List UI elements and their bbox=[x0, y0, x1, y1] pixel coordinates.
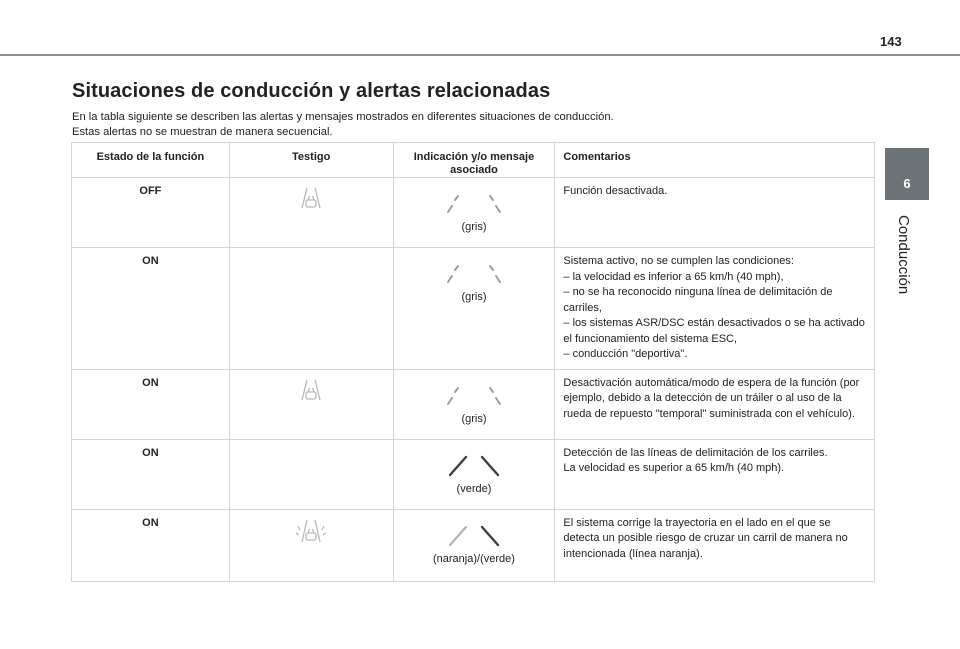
message-cell bbox=[393, 178, 555, 248]
table-row bbox=[72, 369, 875, 439]
page-title: Situaciones de conducción y alertas relacionadas bbox=[72, 80, 551, 102]
alerts-table bbox=[71, 142, 875, 582]
lane-keeping-active-icon bbox=[295, 518, 327, 546]
column-header-state: Estado de la función bbox=[72, 143, 230, 178]
comment-cell bbox=[555, 178, 875, 248]
comment-line: – no se ha reconocido ninguna línea de delimitación de carriles, bbox=[563, 286, 833, 314]
message-label: (gris) bbox=[461, 291, 487, 303]
state-cell: ON bbox=[72, 369, 230, 439]
comment-line: Función desactivada. bbox=[563, 185, 668, 197]
lane-lines-dashed-icon bbox=[446, 263, 502, 285]
comment-line: – los sistemas ASR/DSC están desactivados o se ha activado el funcionamiento del sistema ESC, bbox=[563, 317, 865, 345]
witness-cell bbox=[229, 439, 393, 509]
chapter-tab[interactable]: 6 bbox=[885, 148, 929, 200]
witness-cell bbox=[229, 369, 393, 439]
lane-keeping-icon bbox=[297, 186, 325, 212]
lane-lines-dashed-icon bbox=[446, 193, 502, 215]
message-label: (gris) bbox=[461, 412, 487, 425]
state-cell: ON bbox=[72, 509, 230, 581]
column-header-witness: Testigo bbox=[229, 143, 393, 178]
chapter-label: Conducción bbox=[895, 215, 912, 295]
message-cell bbox=[393, 509, 555, 581]
state-cell: ON bbox=[72, 439, 230, 509]
table-row bbox=[72, 248, 875, 370]
comment-line: El sistema corrige la trayectoria en el lado en el que se detecta un posible riesgo de cruzar un carril de manera no intencionada (línea naranja). bbox=[563, 516, 848, 560]
comment-line: Detección de las líneas de delimitación de los carriles. bbox=[563, 446, 828, 459]
column-header-message: Indicación y/o mensaje asociado bbox=[393, 143, 555, 178]
comment-line: – conducción "deportiva". bbox=[563, 348, 688, 360]
comment-cell bbox=[555, 369, 875, 439]
lane-lines-solid-icon bbox=[446, 455, 502, 477]
table-row bbox=[72, 509, 875, 581]
lane-lines-correction-icon bbox=[446, 525, 502, 547]
intro-line: En la tabla siguiente se describen las alertas y mensajes mostrados en diferentes situaciones de conducción. bbox=[72, 111, 614, 123]
message-label: (gris) bbox=[461, 221, 487, 233]
witness-cell bbox=[229, 509, 393, 581]
comment-line: Sistema activo, no se cumplen las condiciones: bbox=[563, 255, 794, 267]
state-cell: ON bbox=[72, 248, 230, 370]
comment-line: La velocidad es superior a 65 km/h (40 mph). bbox=[563, 462, 785, 474]
witness-cell bbox=[229, 178, 393, 248]
message-cell bbox=[393, 439, 555, 509]
table-header-row bbox=[72, 143, 875, 178]
comment-cell bbox=[555, 509, 875, 581]
witness-cell bbox=[229, 248, 393, 370]
lane-lines-dashed-icon bbox=[446, 385, 502, 407]
lane-keeping-icon bbox=[297, 378, 325, 404]
table-row bbox=[72, 178, 875, 248]
comment-cell bbox=[555, 248, 875, 370]
intro-line: Estas alertas no se muestran de manera secuencial. bbox=[72, 126, 333, 138]
message-cell bbox=[393, 369, 555, 439]
column-header-comments: Comentarios bbox=[555, 143, 875, 178]
page-number: 143 bbox=[880, 34, 902, 49]
header-rule bbox=[0, 54, 960, 56]
table-row bbox=[72, 439, 875, 509]
comment-line: – la velocidad es inferior a 65 km/h (40 mph), bbox=[563, 270, 784, 283]
message-label: (verde) bbox=[456, 482, 492, 495]
intro-text bbox=[72, 110, 832, 140]
message-label: (naranja)/(verde) bbox=[433, 552, 515, 565]
message-cell bbox=[393, 248, 555, 370]
state-cell: OFF bbox=[72, 178, 230, 248]
comment-line: Desactivación automática/modo de espera de la función (por ejemplo, debido a la detección de un tráiler o al uso de la rueda de repuesto "temporal" suministrada con el vehículo). bbox=[563, 376, 860, 420]
comment-cell bbox=[555, 439, 875, 509]
